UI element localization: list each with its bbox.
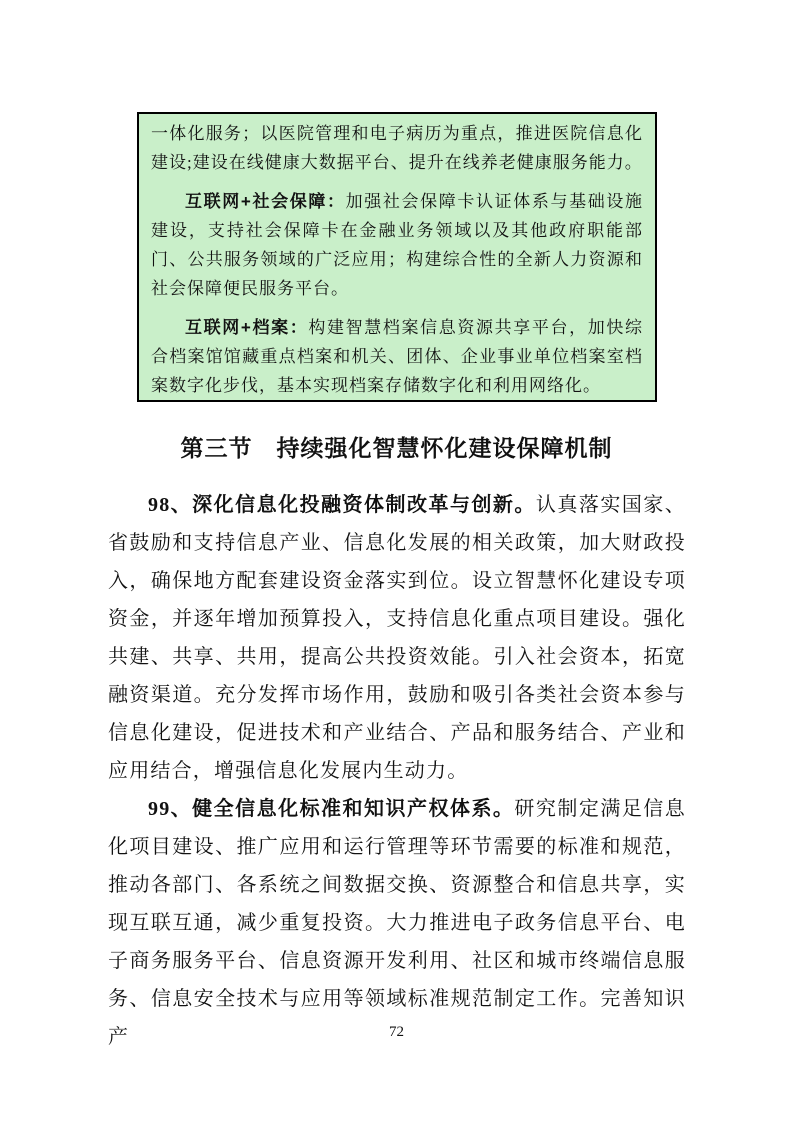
box-paragraph-text: 一体化服务；以医院管理和电子病历为重点，推进医院信息化建设;建设在线健康大数据平台、提升在线养老健康服务能力。 (151, 124, 643, 172)
body-paragraph-lead: 99、健全信息化标准和知识产权体系。 (148, 798, 515, 820)
body-text (108, 486, 686, 1056)
body-paragraph-text: 认真落实国家、省鼓励和支持信息产业、信息化发展的相关政策，加大财政投入，确保地方配套建设资金落实到位。设立智慧怀化建设专项资金，并逐年增加预算投入，支持信息化重点项目建设。强化共建、共享、共用，提高公共投资效能。引入社会资本，拓宽融资渠道。充分发挥市场作用，鼓励和吸引各类社会资本参与信息化建设，促进技术和产业结合、产品和服务结合、产业和应用结合，增强信息化发展内生动力。 (108, 494, 686, 782)
box-paragraph (151, 313, 643, 400)
body-paragraph (108, 790, 686, 1056)
box-paragraph-text: 加强社会保障卡认证体系与基础设施建设，支持社会保障卡在金融业务领域以及其他政府职能部门、公共服务领域的广泛应用；构建综合性的全新人力资源和社会保障便民服务平台。 (151, 192, 643, 298)
body-paragraph-text: 研究制定满足信息化项目建设、推广应用和运行管理等环节需要的标准和规范，推动各部门、各系统之间数据交换、资源整合和信息共享，实现互联互通，减少重复投资。大力推进电子政务信息平台、电子商务服务平台、信息资源开发利用、社区和城市终端信息服务、信息安全技术与应用等领域标准规范制定工作。完善知识产 (108, 798, 686, 1048)
box-paragraph (151, 119, 643, 177)
section-heading: 第三节 持续强化智慧怀化建设保障机制 (180, 436, 613, 461)
box-paragraph-text: 构建智慧档案信息资源共享平台，加快综合档案馆馆藏重点档案和机关、团体、企业事业单位档案室档案数字化步伐，基本实现档案存储数字化和利用网络化。 (151, 318, 643, 395)
box-paragraph-lead: 互联网+档案： (185, 318, 309, 337)
box-paragraph-lead: 互联网+社会保障： (185, 192, 346, 211)
box-paragraph (151, 187, 643, 303)
page-number: 72 (389, 1024, 404, 1040)
body-paragraph (108, 486, 686, 790)
body-paragraph-lead: 98、深化信息化投融资体制改革与创新。 (148, 494, 536, 516)
highlight-box (137, 112, 657, 402)
